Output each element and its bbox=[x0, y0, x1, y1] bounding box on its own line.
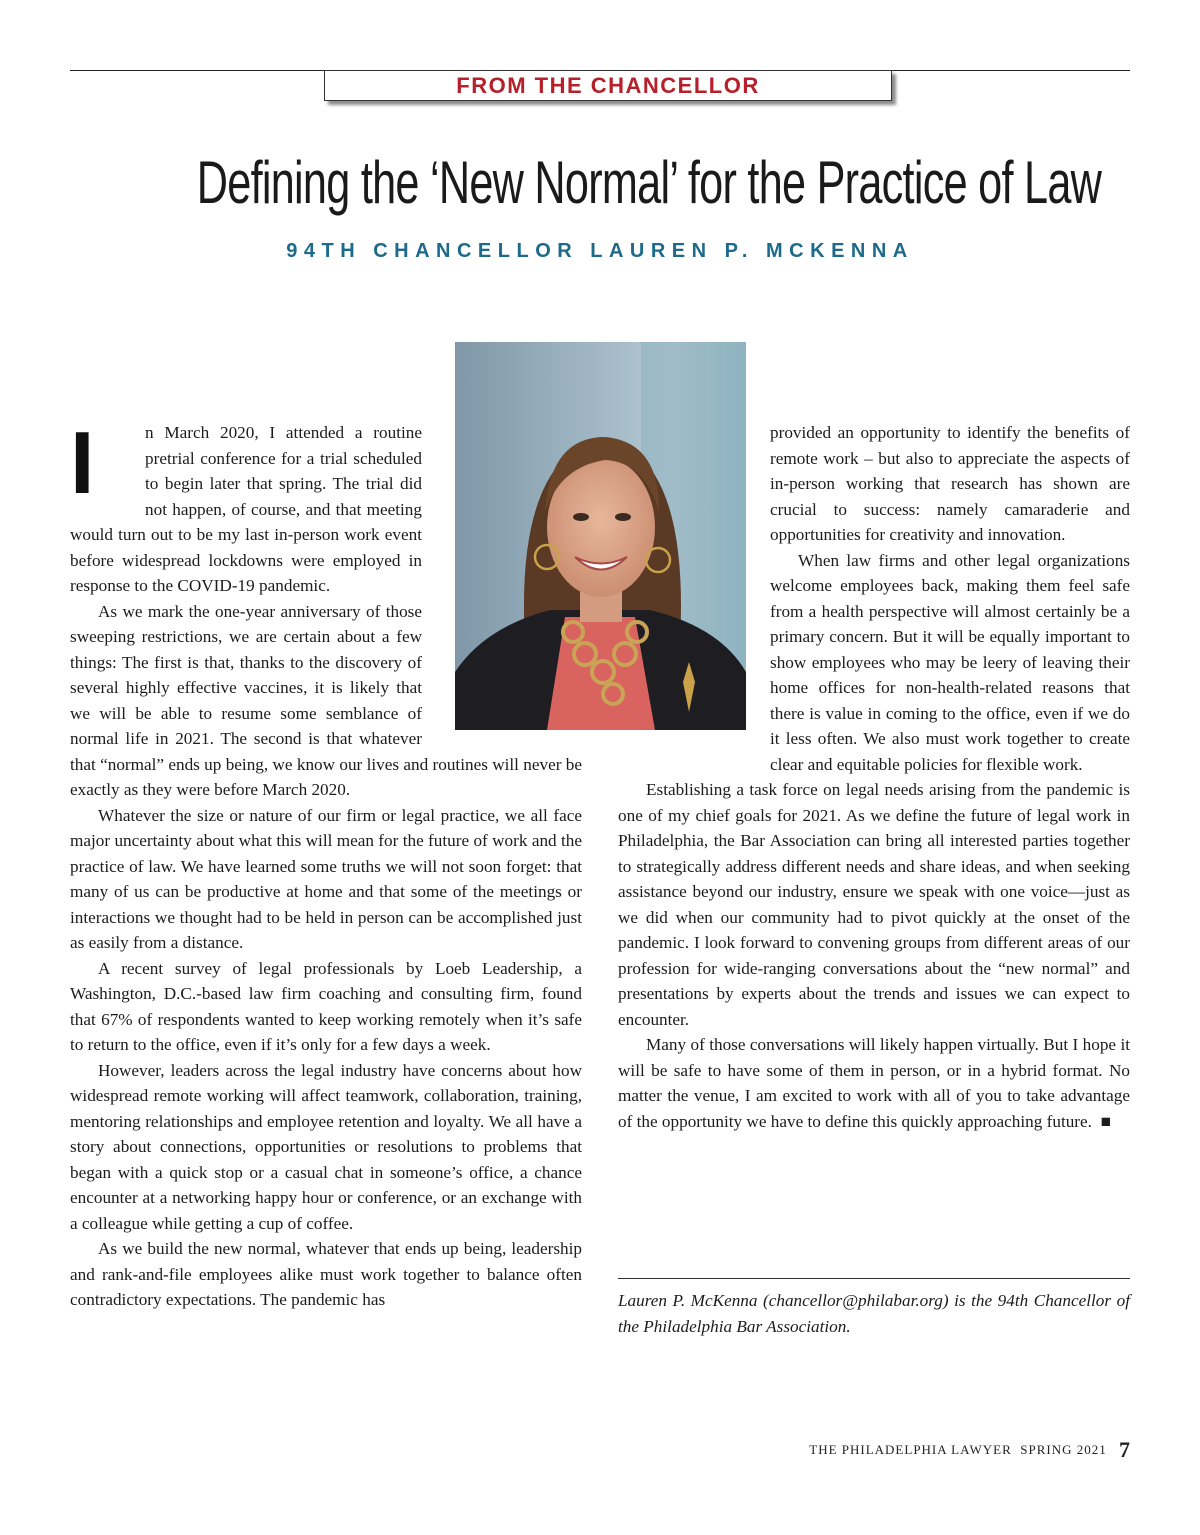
drop-cap: I bbox=[70, 413, 95, 512]
photo-spacer-left bbox=[422, 420, 582, 732]
paragraph-text: Many of those conversations will likely happen virtually. But I hope it will be safe to have some of them in person, or in a hybrid format. No matter the venue, I am excited to work with all of you to take advantage of the opportunity we have to define this quickly approaching future. bbox=[618, 1035, 1130, 1131]
dropcap-wrapper bbox=[70, 413, 145, 522]
section-header-box bbox=[324, 70, 892, 101]
photo-spacer-right bbox=[618, 420, 770, 752]
section-label: FROM THE CHANCELLOR bbox=[456, 73, 760, 98]
paragraph: As we build the new normal, whatever that ends up being, leadership and rank-and-file employees alike must work together to balance often contradictory expectations. The pandemic has bbox=[70, 1239, 582, 1309]
paragraph bbox=[618, 1032, 1130, 1134]
left-column bbox=[70, 413, 582, 1313]
end-mark: ■ bbox=[1100, 1111, 1111, 1131]
page-number: 7 bbox=[1119, 1437, 1130, 1462]
right-column bbox=[618, 420, 1130, 1134]
paragraph: When law firms and other legal organizations welcome employees back, making them feel safe from a health perspective will almost certainly be a primary concern. But it will be equally important to show employees who may be leery of leaving their home offices for non-health-related reasons that there is value in coming to the office, even if we do it less often. We also must work together to create clear and equitable policies for flexible work. bbox=[770, 550, 1130, 774]
article-headline: Defining the ‘New Normal’ for the Practice of Law bbox=[196, 149, 1102, 216]
paragraph: Establishing a task force on legal needs arising from the pandemic is one of my chief goals for 2021. As we define the future of legal work in Philadelphia, the Bar Association can bring all interested parties together to strategically address different needs and share ideas, and when seeking assistance beyond our industry, ensure we speak with one voice—just as we did when our community had to pivot quickly at the onset of the pandemic. I look forward to convening groups from different areas of our profession for wide-ranging conversations about the “new normal” and presentations by experts about the trends and issues we can expect to encounter. bbox=[618, 780, 1130, 1029]
paragraph: As we mark the one-year anniversary of those sweeping restrictions, we are certain about a few things: The first is that, thanks to the discovery of several highly effective vaccines, it is likely that we will be able to resume some semblance of normal life in 2021. The second is that whatever that “normal” ends up being, we know our lives and routines will never be exactly as they were before March 2020. bbox=[70, 601, 582, 799]
signature-rule bbox=[618, 1278, 1130, 1279]
paragraph: n March 2020, I attended a routine pretrial conference for a trial scheduled to begin later that spring. The trial did not happen, of course, and that meeting would turn out to be my last in-person work event before widespread lockdowns were employed in response to the COVID-19 pandemic. bbox=[70, 423, 422, 595]
issue-date: SPRING 2021 bbox=[1020, 1442, 1107, 1457]
paragraph: A recent survey of legal professionals by Loeb Leadership, a Washington, D.C.-based law firm coaching and consulting firm, found that 67% of respondents wanted to keep working remotely when it’s safe to return to the office, even if it’s only for a few days a week. bbox=[70, 958, 582, 1054]
paragraph: Whatever the size or nature of our firm or legal practice, we all face major uncertainty about what this will mean for the future of work and the practice of law. We have learned some truths we will not soon forget: that many of us can be productive at home and that some of the meetings or interactions we thought had to be held in person can be accomplished just as easily from a distance. bbox=[70, 805, 582, 952]
publication-name: THE PHILADELPHIA LAWYER bbox=[809, 1442, 1012, 1457]
byline: 94TH CHANCELLOR LAUREN P. MCKENNA bbox=[286, 240, 914, 262]
paragraph: However, leaders across the legal industry have concerns about how widespread remote working will affect teamwork, collaboration, training, mentoring relationships and employee retention and loyalty. We all have a story about connections, opportunities or resolutions to problems that began with a quick stop or a casual chat in someone’s office, a chance encounter at a networking happy hour or conference, or an exchange with a colleague while getting a cup of coffee. bbox=[70, 1060, 582, 1233]
author-bio: Lauren P. McKenna (chancellor@philabar.org) is the 94th Chancellor of the Philadelphia Bar Association. bbox=[618, 1291, 1130, 1336]
page-footer bbox=[809, 1437, 1130, 1463]
paragraph: provided an opportunity to identify the benefits of remote work – but also to appreciate the aspects of in-person working that research has shown are crucial to success: namely camaraderie and opportunities for creativity and innovation. bbox=[770, 423, 1130, 544]
